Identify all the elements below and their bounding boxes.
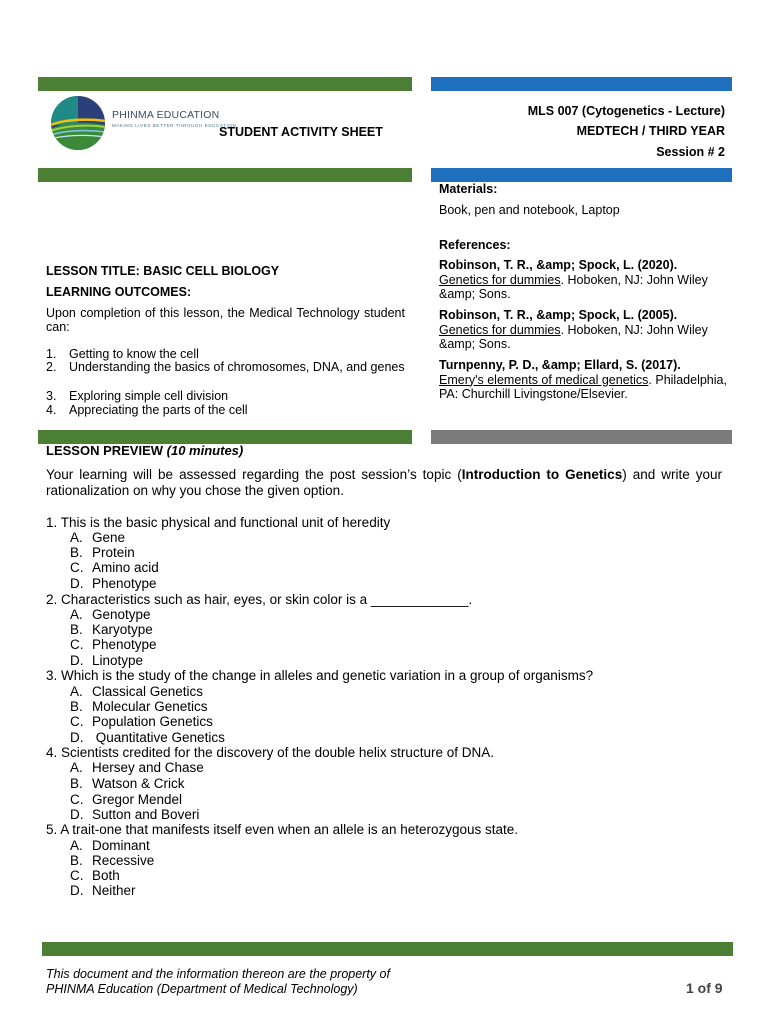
choice-text: Molecular Genetics — [92, 699, 208, 714]
sheet-title: STUDENT ACTIVITY SHEET — [219, 125, 383, 139]
reference-title: Emery's elements of medical genetics — [439, 372, 649, 387]
choice-text: Dominant — [92, 838, 150, 853]
reference-publisher: . Hoboken, NJ: John Wiley &amp; Sons. — [439, 322, 708, 351]
lesson-preview-heading — [46, 443, 243, 458]
phinma-logo-icon — [50, 95, 106, 151]
choice-letter: B. — [70, 545, 83, 560]
outcome-number: 3. — [46, 389, 57, 403]
choice-letter: A. — [70, 684, 83, 699]
course-code: MLS 007 (Cytogenetics - Lecture) — [527, 104, 725, 118]
reference-authors: Robinson, T. R., &amp; Spock, L. (2005). — [439, 308, 678, 322]
choice-text: Both — [92, 868, 120, 883]
choice-letter: A. — [70, 607, 83, 622]
choice-text: Hersey and Chase — [92, 760, 204, 775]
logo-tagline: MAKING LIVES BETTER THROUGH EDUCATION — [112, 123, 237, 128]
choice-text: Population Genetics — [92, 714, 213, 729]
choice-letter: B. — [70, 853, 83, 868]
reference-title: Genetics for dummies — [439, 322, 561, 337]
reference-title: Genetics for dummies — [439, 272, 561, 287]
choice-text: Recessive — [92, 853, 155, 868]
session-number: Session # 2 — [656, 145, 725, 159]
choice-text: Amino acid — [92, 560, 159, 575]
choice-letter: B. — [70, 699, 83, 714]
materials-text: Book, pen and notebook, Laptop — [439, 203, 620, 217]
footer-note-line: PHINMA Education (Department of Medical Technology) — [46, 982, 358, 996]
choice-letter: A. — [70, 530, 83, 545]
choice-item — [70, 883, 136, 898]
reference-authors: Turnpenny, P. D., &amp; Ellard, S. (2017). — [439, 358, 681, 372]
choice-text: Sutton and Boveri — [92, 807, 200, 822]
choice-item — [70, 622, 153, 637]
choice-text: Phenotype — [92, 637, 157, 652]
choice-text: Watson & Crick — [92, 776, 185, 791]
choice-letter: D. — [70, 653, 84, 668]
section-bar-left — [38, 168, 412, 182]
outcome-text: Understanding the basics of chromosomes, DNA, and genes — [69, 360, 405, 374]
choice-item — [70, 807, 199, 822]
choice-item — [70, 868, 120, 883]
outcome-text: Appreciating the parts of the cell — [69, 403, 248, 417]
reference-publisher: . Philadelphia, PA: Churchill Livingstone/Elsevier. — [439, 372, 727, 401]
choice-letter: A. — [70, 838, 83, 853]
question-text: 2. Characteristics such as hair, eyes, or skin color is a _____________. — [46, 592, 473, 607]
page-number: 1 of 9 — [686, 980, 723, 996]
choice-letter: D. — [70, 576, 84, 591]
learning-outcomes-heading: LEARNING OUTCOMES: — [46, 285, 192, 299]
references-heading: References: — [439, 238, 511, 252]
choice-text: Karyotype — [92, 622, 153, 637]
choice-item — [70, 699, 208, 714]
choice-letter: C. — [70, 868, 84, 883]
choice-text: Genotype — [92, 607, 151, 622]
choice-item — [70, 760, 204, 775]
footer-note-line: This document and the information thereon are the property of — [46, 967, 390, 981]
choice-item — [70, 576, 157, 591]
preview-intro-text: Your learning will be assessed regarding the post session’s topic ( — [46, 467, 462, 482]
header-bar-right — [431, 77, 732, 91]
choice-text: Phenotype — [92, 576, 157, 591]
question-text: 1. This is the basic physical and functional unit of heredity — [46, 515, 391, 530]
outcome-number: 1. — [46, 347, 57, 361]
choice-item — [70, 776, 185, 791]
choice-text: Quantitative Genetics — [92, 730, 225, 745]
choice-letter: C. — [70, 637, 84, 652]
preview-intro-text: ) and write your rationalization on why you chose the given option. — [46, 467, 722, 498]
choice-text: Linotype — [92, 653, 144, 668]
choice-item — [70, 545, 135, 560]
choice-letter: B. — [70, 776, 83, 791]
header-bar-left — [38, 77, 412, 91]
preview-bar-right — [431, 430, 732, 444]
choice-text: Classical Genetics — [92, 684, 204, 699]
choice-letter: B. — [70, 622, 83, 637]
outcome-number: 4. — [46, 403, 57, 417]
question-text: 4. Scientists credited for the discovery of the double helix structure of DNA. — [46, 745, 494, 760]
choice-item — [70, 730, 225, 745]
section-bar-right — [431, 168, 732, 182]
preview-duration: (10 minutes) — [166, 443, 244, 458]
choice-item — [70, 853, 154, 868]
reference-item — [439, 258, 729, 302]
choice-letter: C. — [70, 560, 84, 575]
choice-item — [70, 714, 213, 729]
lesson-title: LESSON TITLE: BASIC CELL BIOLOGY — [46, 264, 280, 278]
choice-item — [70, 530, 125, 545]
choice-item — [70, 653, 143, 668]
choice-text: Gregor Mendel — [92, 792, 183, 807]
choice-letter: D. — [70, 730, 84, 745]
question-text: 3. Which is the study of the change in alleles and genetic variation in a group of organisms? — [46, 668, 594, 683]
materials-heading: Materials: — [439, 182, 498, 196]
outcomes-intro: Upon completion of this lesson, the Medical Technology student can: — [46, 306, 405, 334]
question-text: 5. A trait-one that manifests itself even when an allele is an heterozygous state. — [46, 822, 519, 837]
program-year: MEDTECH / THIRD YEAR — [576, 124, 725, 138]
choice-text: Gene — [92, 530, 126, 545]
choice-letter: D. — [70, 883, 84, 898]
choice-item — [70, 560, 159, 575]
preview-topic: Introduction to Genetics — [461, 467, 623, 482]
outcome-number: 2. — [46, 360, 57, 374]
choice-item — [70, 792, 182, 807]
choice-letter: D. — [70, 807, 84, 822]
choice-text: Protein — [92, 545, 135, 560]
outcome-text: Exploring simple cell division — [69, 389, 229, 403]
reference-publisher: . Hoboken, NJ: John Wiley &amp; Sons. — [439, 272, 708, 301]
footer-note — [46, 967, 390, 997]
logo-text: PHINMA EDUCATION — [112, 109, 220, 121]
choice-letter: C. — [70, 792, 84, 807]
preview-title: LESSON PREVIEW — [46, 443, 164, 458]
preview-bar-left — [38, 430, 412, 444]
reference-authors: Robinson, T. R., &amp; Spock, L. (2020). — [439, 258, 678, 272]
preview-intro — [46, 467, 722, 499]
reference-item — [439, 358, 729, 402]
choice-item — [70, 607, 151, 622]
choice-item — [70, 838, 150, 853]
choice-item — [70, 637, 157, 652]
choice-item — [70, 684, 203, 699]
footer-bar — [42, 942, 733, 956]
outcome-text: Getting to know the cell — [69, 347, 199, 361]
choice-letter: A. — [70, 760, 83, 775]
reference-item — [439, 308, 729, 352]
choice-letter: C. — [70, 714, 84, 729]
choice-text: Neither — [92, 883, 136, 898]
